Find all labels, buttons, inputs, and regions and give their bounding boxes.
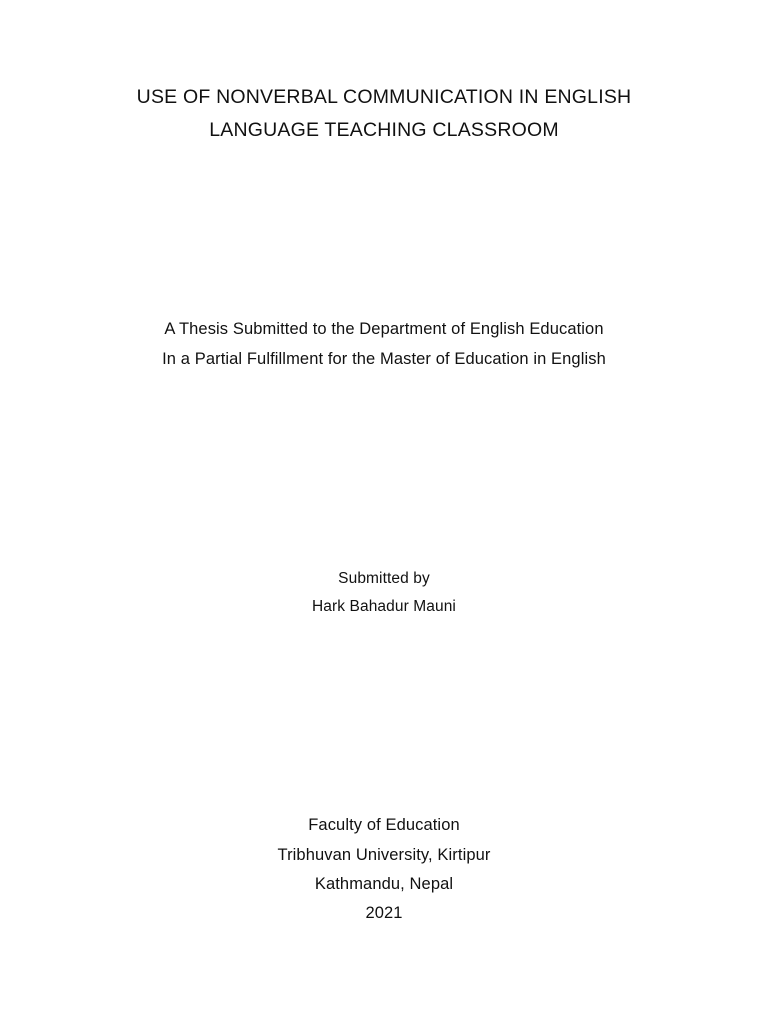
university-name: Tribhuvan University, Kirtipur [277,846,491,864]
thesis-purpose-line-1: A Thesis Submitted to the Department of English Education [164,320,604,338]
thesis-purpose-line-2: In a Partial Fulfillment for the Master of Education in English [162,350,606,368]
author-name: Hark Bahadur Mauni [312,598,456,615]
location: Kathmandu, Nepal [314,875,454,893]
thesis-title-line-1: USE OF NONVERBAL COMMUNICATION IN ENGLISH [136,86,632,108]
faculty-name: Faculty of Education [308,816,460,834]
submitted-by-label: Submitted by [338,570,430,587]
year: 2021 [365,904,403,922]
thesis-title-line-2: LANGUAGE TEACHING CLASSROOM [209,119,559,141]
